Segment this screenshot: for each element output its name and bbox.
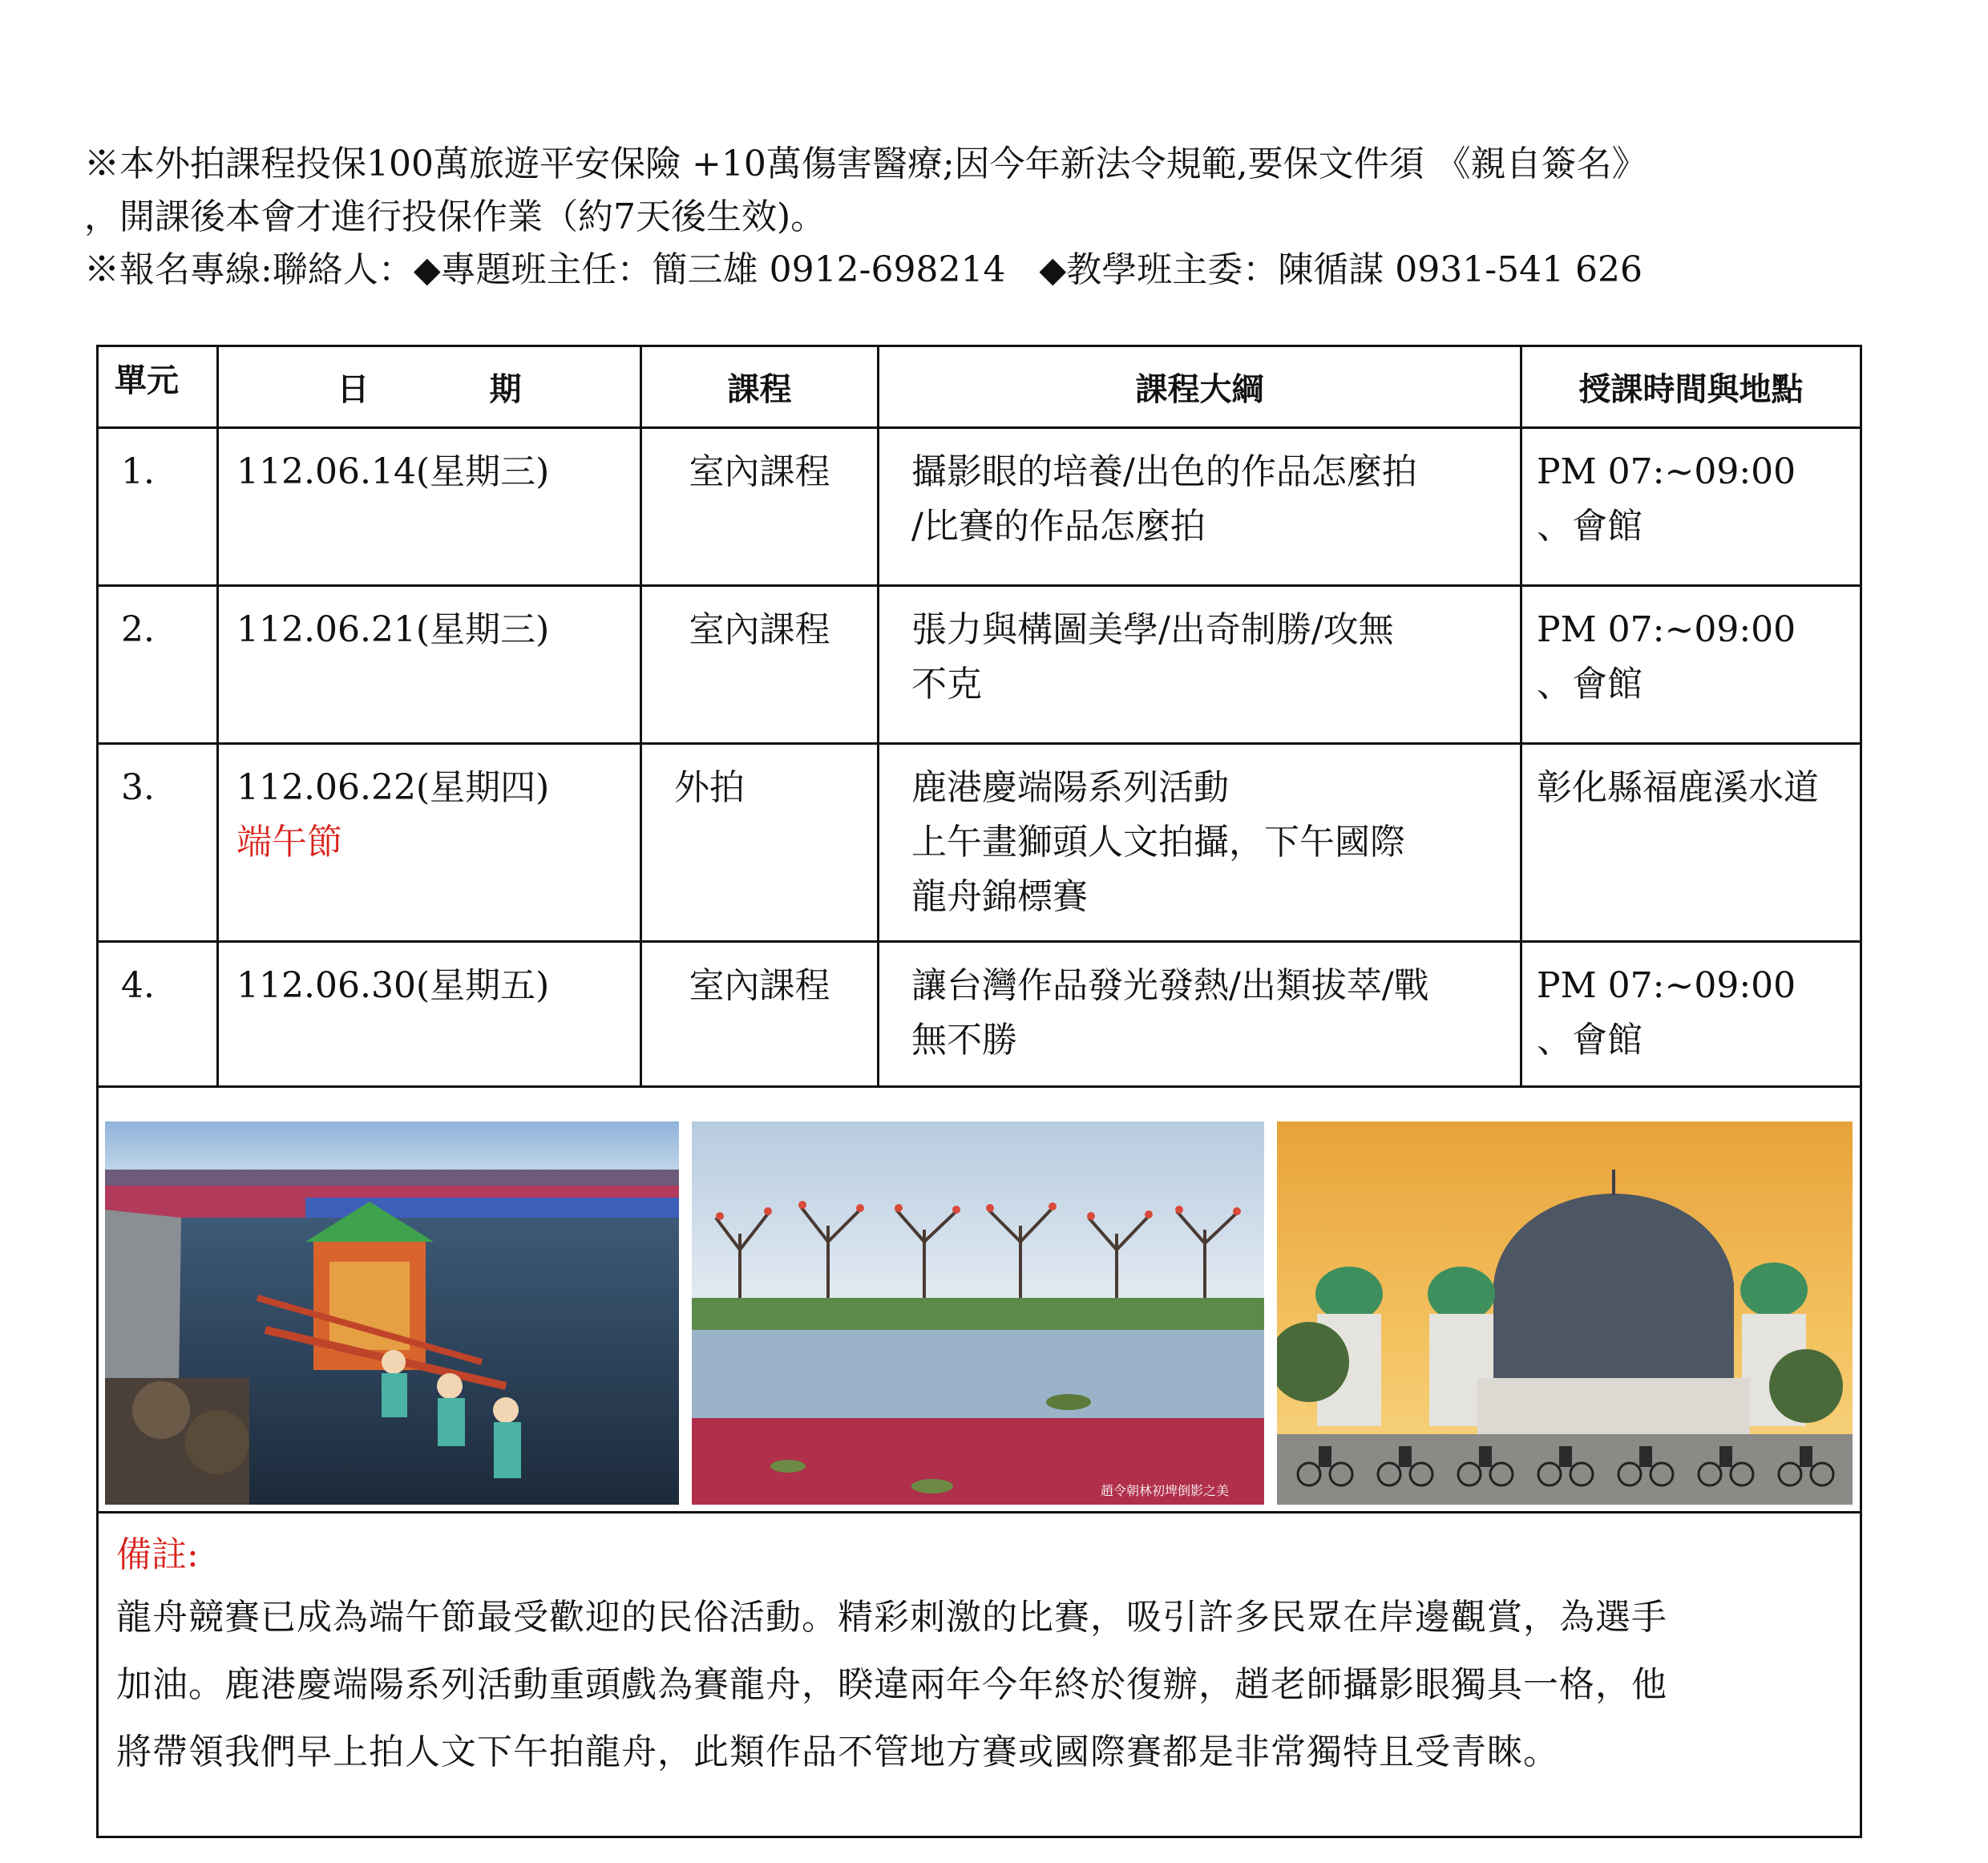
date-text: 112.06.22(星期四): [236, 767, 550, 808]
outline-line: 攝影眼的培養/出色的作品怎麼拍: [911, 451, 1417, 492]
date-cell: 112.06.21(星期三): [218, 586, 641, 744]
place-text: 、會館: [1537, 506, 1643, 547]
time-text: PM 07:~09:00: [1537, 451, 1796, 492]
date-cell: 112.06.14(星期三): [218, 428, 641, 586]
notes-line: 加油。鹿港慶端陽系列活動重頭戲為賽龍舟，睽違兩年今年終於復辦，趙老師攝影眼獨具一格，他: [116, 1664, 1667, 1705]
table-header-row: [98, 346, 1861, 428]
time-place-cell: [1521, 942, 1861, 1087]
outline-line: 鹿港慶端陽系列活動: [911, 767, 1229, 808]
notes-line: 將帶領我們早上拍人文下午拍龍舟，此類作品不管地方賽或國際賽都是非常獨特且受青睞。: [116, 1732, 1559, 1772]
outline-line: /比賽的作品怎麼拍: [911, 506, 1206, 547]
table-row: [98, 744, 1861, 942]
unit-cell: 1.: [98, 428, 218, 586]
contact-line: ※報名專線:聯絡人：◆專題班主任：簡三雄 0912-698214 ◆教學班主委：陳循謀 0931-541 626: [84, 249, 1643, 290]
header-time-place: 授課時間與地點: [1521, 346, 1861, 428]
time-place-cell: [1521, 428, 1861, 586]
photos-cell: [98, 1087, 1861, 1513]
outline-cell: [879, 586, 1521, 744]
notes-line: 龍舟競賽已成為端午節最受歡迎的民俗活動。精彩刺激的比賽，吸引許多民眾在岸邊觀賞，為選手: [116, 1597, 1667, 1638]
date-cell: 112.06.30(星期五): [218, 942, 641, 1087]
date-cell: [218, 744, 641, 942]
time-place-cell: [1521, 586, 1861, 744]
header-outline: 課程大綱: [879, 346, 1521, 428]
notes-title: 備註:: [116, 1534, 199, 1575]
header-date: [218, 346, 641, 428]
outline-line: 讓台灣作品發光發熱/出類拔萃/戰: [911, 965, 1429, 1006]
outline-cell: [879, 942, 1521, 1087]
place-text: 、會館: [1537, 1020, 1643, 1061]
unit-cell: 3.: [98, 744, 218, 942]
unit-cell: 4.: [98, 942, 218, 1087]
table-row: [98, 942, 1861, 1087]
notes-cell: [98, 1513, 1861, 1837]
domed-building-cyclists-photo: [1277, 1121, 1853, 1505]
time-text: PM 07:~09:00: [1537, 609, 1796, 650]
place-text: 、會館: [1537, 664, 1643, 705]
course-schedule-table: [96, 345, 1862, 1838]
outline-line: 不克: [911, 664, 982, 705]
outline-line: 龍舟錦標賽: [911, 876, 1088, 917]
course-cell: 室內課程: [641, 942, 879, 1087]
insurance-note: ※本外拍課程投保100萬旅遊平安保險 +10萬傷害醫療;因今年新法令規範,要保文件須 《親自簽名》: [84, 143, 1647, 184]
course-cell: 室內課程: [641, 586, 879, 744]
outline-line: 上午畫獅頭人文拍攝，下午國際: [911, 822, 1405, 863]
outline-line: 張力與構圖美學/出奇制勝/攻無: [911, 609, 1394, 650]
header-date-a: 日: [337, 371, 370, 408]
course-cell: 室內課程: [641, 428, 879, 586]
intro-block: [84, 138, 1944, 297]
outline-line: 無不勝: [911, 1020, 1017, 1061]
table-row: [98, 586, 1861, 744]
insurance-note-cont: ，開課後本會才進行投保作業（約7天後生效)。: [84, 196, 826, 237]
header-course: 課程: [641, 346, 879, 428]
outline-cell: [879, 744, 1521, 942]
header-date-b: 期: [489, 371, 522, 408]
notes-row: [98, 1513, 1861, 1837]
place-text: 彰化縣福鹿溪水道: [1537, 767, 1819, 808]
photo-caption: 趙令朝林初埤倒影之美: [1101, 1483, 1230, 1498]
holiday-label: 端午節: [236, 822, 342, 863]
course-cell: 外拍: [641, 744, 879, 942]
kapok-pond-reflection-photo: [692, 1121, 1264, 1505]
time-place-cell: [1521, 744, 1861, 942]
table-row: [98, 428, 1861, 586]
header-unit: 單元: [98, 346, 218, 428]
notes-body: [116, 1584, 1842, 1786]
photos-row: [98, 1087, 1861, 1513]
dragon-boat-festival-photo: [105, 1121, 679, 1505]
outline-cell: [879, 428, 1521, 586]
time-text: PM 07:~09:00: [1537, 965, 1796, 1006]
unit-cell: 2.: [98, 586, 218, 744]
